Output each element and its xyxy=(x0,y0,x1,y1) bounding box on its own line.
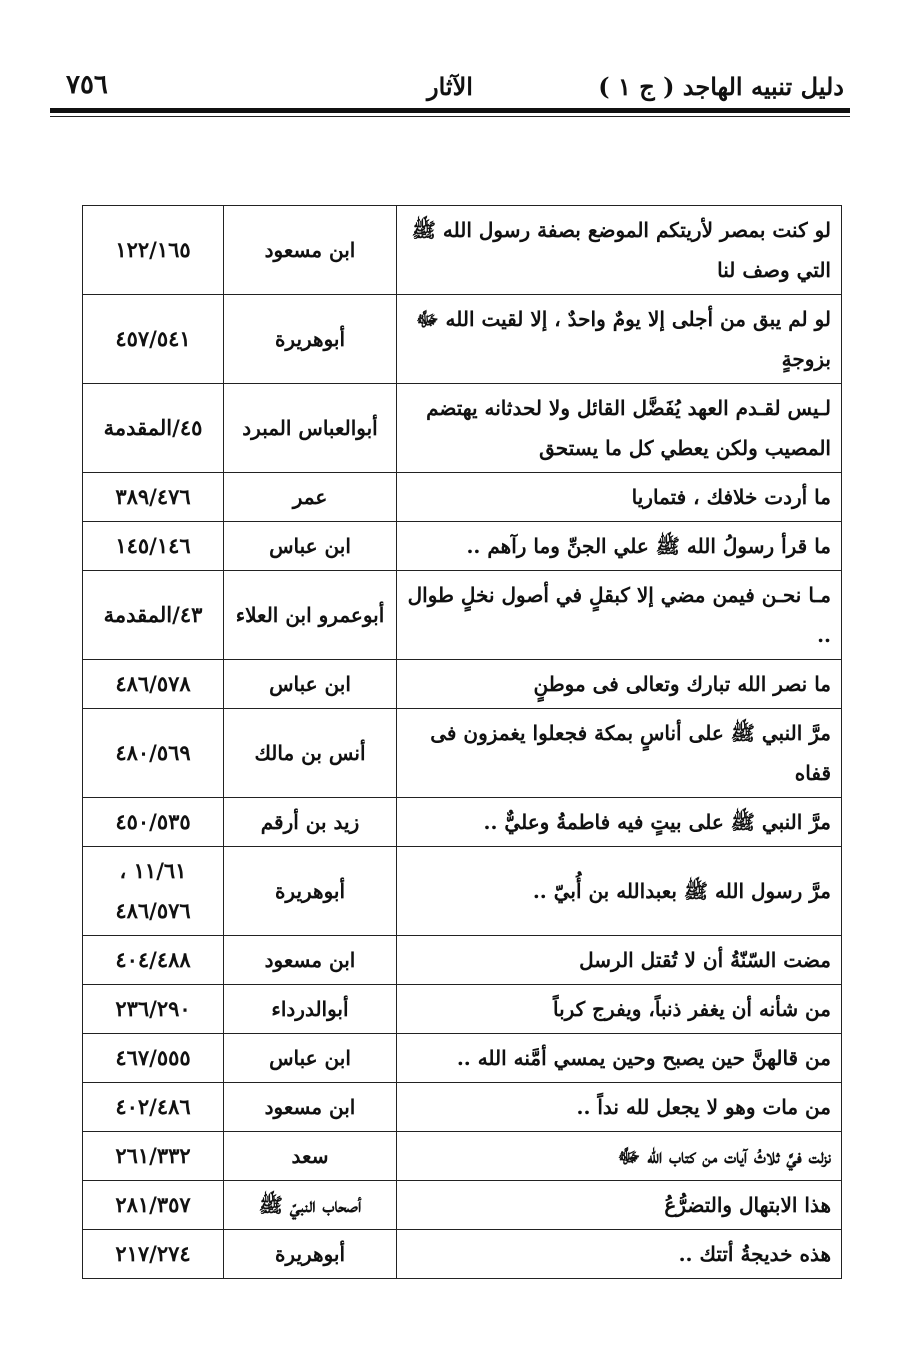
reference-cell xyxy=(83,384,224,473)
reference-cell xyxy=(83,709,224,798)
narrator-cell: ابن مسعود xyxy=(224,936,397,985)
table-row xyxy=(83,571,842,660)
table-row xyxy=(83,206,842,295)
athar-phrase-cell: ما أردت خلافك ، فتماريا xyxy=(397,473,842,522)
reference-line: ٤٦٧/٥٥٥ xyxy=(115,1045,191,1070)
book-title: دليل تنبيه الهاجد ( ج ١ ) xyxy=(598,72,844,101)
athar-phrase-cell: مرَّ النبي ﷺ على أناسٍ بمكة فجعلوا يغمزون فى قفاه xyxy=(397,709,842,798)
page-number: ٧٥٦ xyxy=(66,70,108,100)
reference-line: ٢١٧/٢٧٤ xyxy=(115,1241,191,1266)
reference-cell xyxy=(83,1083,224,1132)
athar-phrase-cell: مـا نحـن فيمن مضي إلا كبقلٍ في أصول نخلٍ طوال .. xyxy=(397,571,842,660)
reference-cell xyxy=(83,522,224,571)
reference-cell xyxy=(83,1181,224,1230)
table-row xyxy=(83,384,842,473)
reference-line: ١٢٢/١٦٥ xyxy=(115,237,191,262)
table-row xyxy=(83,1230,842,1279)
reference-line: ٤٨٦/٥٧٦ xyxy=(115,898,191,923)
reference-cell xyxy=(83,571,224,660)
table-row xyxy=(83,1181,842,1230)
table-row xyxy=(83,1083,842,1132)
reference-cell xyxy=(83,798,224,847)
header-rule-thin xyxy=(50,116,850,117)
narrator-cell: عمر xyxy=(224,473,397,522)
athar-phrase-cell: من شأنه أن يغفر ذنباً، ويفرج كرباً xyxy=(397,985,842,1034)
reference-line: ٣٨٩/٤٧٦ xyxy=(115,484,191,509)
reference-line: ٤٥٧/٥٤١ xyxy=(115,326,191,351)
reference-line: ٤٨٦/٥٧٨ xyxy=(115,671,191,696)
reference-line: ٤٥٠/٥٣٥ xyxy=(115,809,191,834)
narrator-cell: أصحاب النبيّ ﷺ xyxy=(224,1181,397,1230)
athar-phrase-cell: مرَّ النبي ﷺ على بيتٍ فيه فاطمةُ وعليٌّ .. xyxy=(397,798,842,847)
table-row xyxy=(83,709,842,798)
athar-phrase-cell: ما قرأ رسولُ الله ﷺ علي الجنِّ وما رآهم .. xyxy=(397,522,842,571)
narrator-cell: أبوالدرداء xyxy=(224,985,397,1034)
reference-cell xyxy=(83,847,224,936)
narrator-cell: ابن عباس xyxy=(224,522,397,571)
reference-cell xyxy=(83,295,224,384)
reference-line: ٢٦١/٣٣٢ xyxy=(115,1143,191,1168)
athar-phrase-cell: ما نصر الله تبارك وتعالى فى موطنٍ xyxy=(397,660,842,709)
athar-phrase-cell: نزلت فيَّ ثلاثُ آيات من كتاب الله ﷻ xyxy=(397,1132,842,1181)
table-row xyxy=(83,936,842,985)
reference-line: ٤٨٠/٥٦٩ xyxy=(115,740,191,765)
page-header xyxy=(50,58,850,110)
table-row xyxy=(83,985,842,1034)
reference-line: ٤٠٤/٤٨٨ xyxy=(115,947,191,972)
reference-cell xyxy=(83,1230,224,1279)
narrator-cell: ابن مسعود xyxy=(224,1083,397,1132)
narrator-cell: أبوهريرة xyxy=(224,1230,397,1279)
reference-line: ٢٣٦/٢٩٠ xyxy=(115,996,191,1021)
table-row xyxy=(83,798,842,847)
athar-phrase-cell: لو كنت بمصر لأريتكم الموضع بصفة رسول الله ﷺ التي وصف لنا xyxy=(397,206,842,295)
athar-index-table xyxy=(82,205,842,1279)
header-rule-thick xyxy=(50,108,850,113)
section-title: الآثار xyxy=(427,72,473,101)
table-row xyxy=(83,295,842,384)
narrator-cell: أنس بن مالك xyxy=(224,709,397,798)
table-row xyxy=(83,660,842,709)
reference-line: ١٤٥/١٤٦ xyxy=(115,533,191,558)
table-row xyxy=(83,1132,842,1181)
reference-cell xyxy=(83,936,224,985)
reference-line: ١١/٦١ ، xyxy=(119,858,187,883)
reference-line: ٤٠٢/٤٨٦ xyxy=(115,1094,191,1119)
reference-cell xyxy=(83,1132,224,1181)
athar-phrase-cell: هذه خديجةُ أتتك .. xyxy=(397,1230,842,1279)
reference-cell xyxy=(83,985,224,1034)
reference-cell xyxy=(83,660,224,709)
narrator-cell: ابن مسعود xyxy=(224,206,397,295)
reference-cell xyxy=(83,206,224,295)
reference-line: ٢٨١/٣٥٧ xyxy=(115,1192,191,1217)
athar-phrase-cell: لو لم يبق من أجلى إلا يومٌ واحدٌ ، إلا لقيت الله ﷻ بزوجةٍ xyxy=(397,295,842,384)
narrator-cell: سعد xyxy=(224,1132,397,1181)
narrator-cell: ابن عباس xyxy=(224,1034,397,1083)
reference-line: ٤٣/المقدمة xyxy=(103,602,203,627)
reference-cell xyxy=(83,1034,224,1083)
athar-phrase-cell: لـيس لقـدم العهد يُفَضَّل القائل ولا لحدثانه يهتضم المصيب ولكن يعطي كل ما يستحق xyxy=(397,384,842,473)
narrator-cell: أبوالعباس المبرد xyxy=(224,384,397,473)
table-row xyxy=(83,1034,842,1083)
narrator-cell: أبوهريرة xyxy=(224,847,397,936)
athar-phrase-cell: مضت السّنّةُ أن لا تُقتل الرسل xyxy=(397,936,842,985)
narrator-cell: زيد بن أرقم xyxy=(224,798,397,847)
athar-phrase-cell: من مات وهو لا يجعل لله نداً .. xyxy=(397,1083,842,1132)
athar-phrase-cell: مرَّ رسول الله ﷺ بعبدالله بن أُبيّ .. xyxy=(397,847,842,936)
narrator-cell: ابن عباس xyxy=(224,660,397,709)
table-row xyxy=(83,522,842,571)
athar-phrase-cell: هذا الابتهال والتضرُّعُ xyxy=(397,1181,842,1230)
narrator-cell: أبوهريرة xyxy=(224,295,397,384)
table-row xyxy=(83,847,842,936)
reference-cell xyxy=(83,473,224,522)
athar-phrase-cell: من قالهنَّ حين يصبح وحين يمسي أمَّنه الله .. xyxy=(397,1034,842,1083)
reference-line: ٤٥/المقدمة xyxy=(103,415,203,440)
narrator-cell: أبوعمرو ابن العلاء xyxy=(224,571,397,660)
table-row xyxy=(83,473,842,522)
